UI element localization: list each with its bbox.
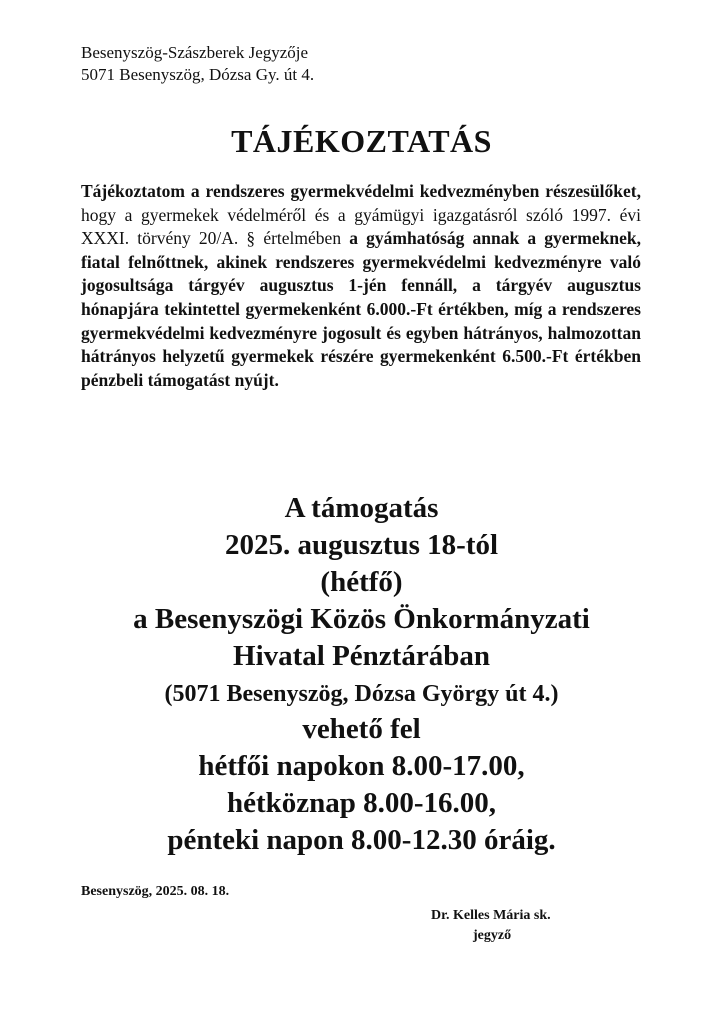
sender-block <box>81 42 314 86</box>
announcement-place-2: Hivatal Pénztárában <box>233 640 490 672</box>
opening-hours-monday: hétfői napokon 8.00-17.00, <box>198 750 525 782</box>
opening-hours-friday: pénteki napon 8.00-12.30 óráig. <box>167 824 556 856</box>
announcement-date: 2025. augusztus 18-tól <box>224 529 499 561</box>
body-paragraph <box>81 180 641 392</box>
body-bold-details: a gyámhatóság annak a gyermeknek, fiatal felnőttnek, akinek rendszeres gyermekvédelmi kedvezményre való jogosultsága tárgyév augusztus 1-jén fennáll, a tárgyév augusztus hónapjára tekintettel gyermekenként 6.000.-Ft értékben, míg a rendszeres gyermekvédelmi kedvezményre jogosult és egyben hátrányos, halmozottan hátrányos helyzetű gyermekek részére gyermekenként 6.500.-Ft értékben pénzbeli támogatást nyújt. <box>81 228 641 390</box>
body-normal-text: hogy a gyermekek védelméről és a gyámügyi igazgatásról szóló 1997. évi XXXI. törvény 20/A. § értelmében <box>81 204 641 249</box>
signer-name: Dr. Kelles Mária sk. <box>431 908 551 923</box>
announcement-block <box>0 490 723 859</box>
document-date: Besenyszög, 2025. 08. 18. <box>81 884 230 899</box>
sender-address: 5071 Besenyszög, Dózsa Gy. út 4. <box>81 65 315 84</box>
announcement-weekday: (hétfő) <box>320 566 403 598</box>
document-title: TÁJÉKOZTATÁS <box>231 123 492 159</box>
announcement-pickup: vehető fel <box>302 713 421 745</box>
signer-role: jegyző <box>473 928 512 943</box>
opening-hours-weekday: hétköznap 8.00-16.00, <box>226 787 497 819</box>
announcement-line: A támogatás <box>284 492 439 524</box>
sender-name: Besenyszög-Szászberek Jegyzője <box>81 43 309 62</box>
body-bold-intro: Tájékoztatom a rendszeres gyermekvédelmi kedvezményben részesülőket, <box>81 181 641 201</box>
announcement-place: a Besenyszögi Közös Önkormányzati <box>133 603 590 635</box>
signature-block <box>431 906 551 946</box>
announcement-address: (5071 Besenyszög, Dózsa György út 4.) <box>164 681 559 707</box>
